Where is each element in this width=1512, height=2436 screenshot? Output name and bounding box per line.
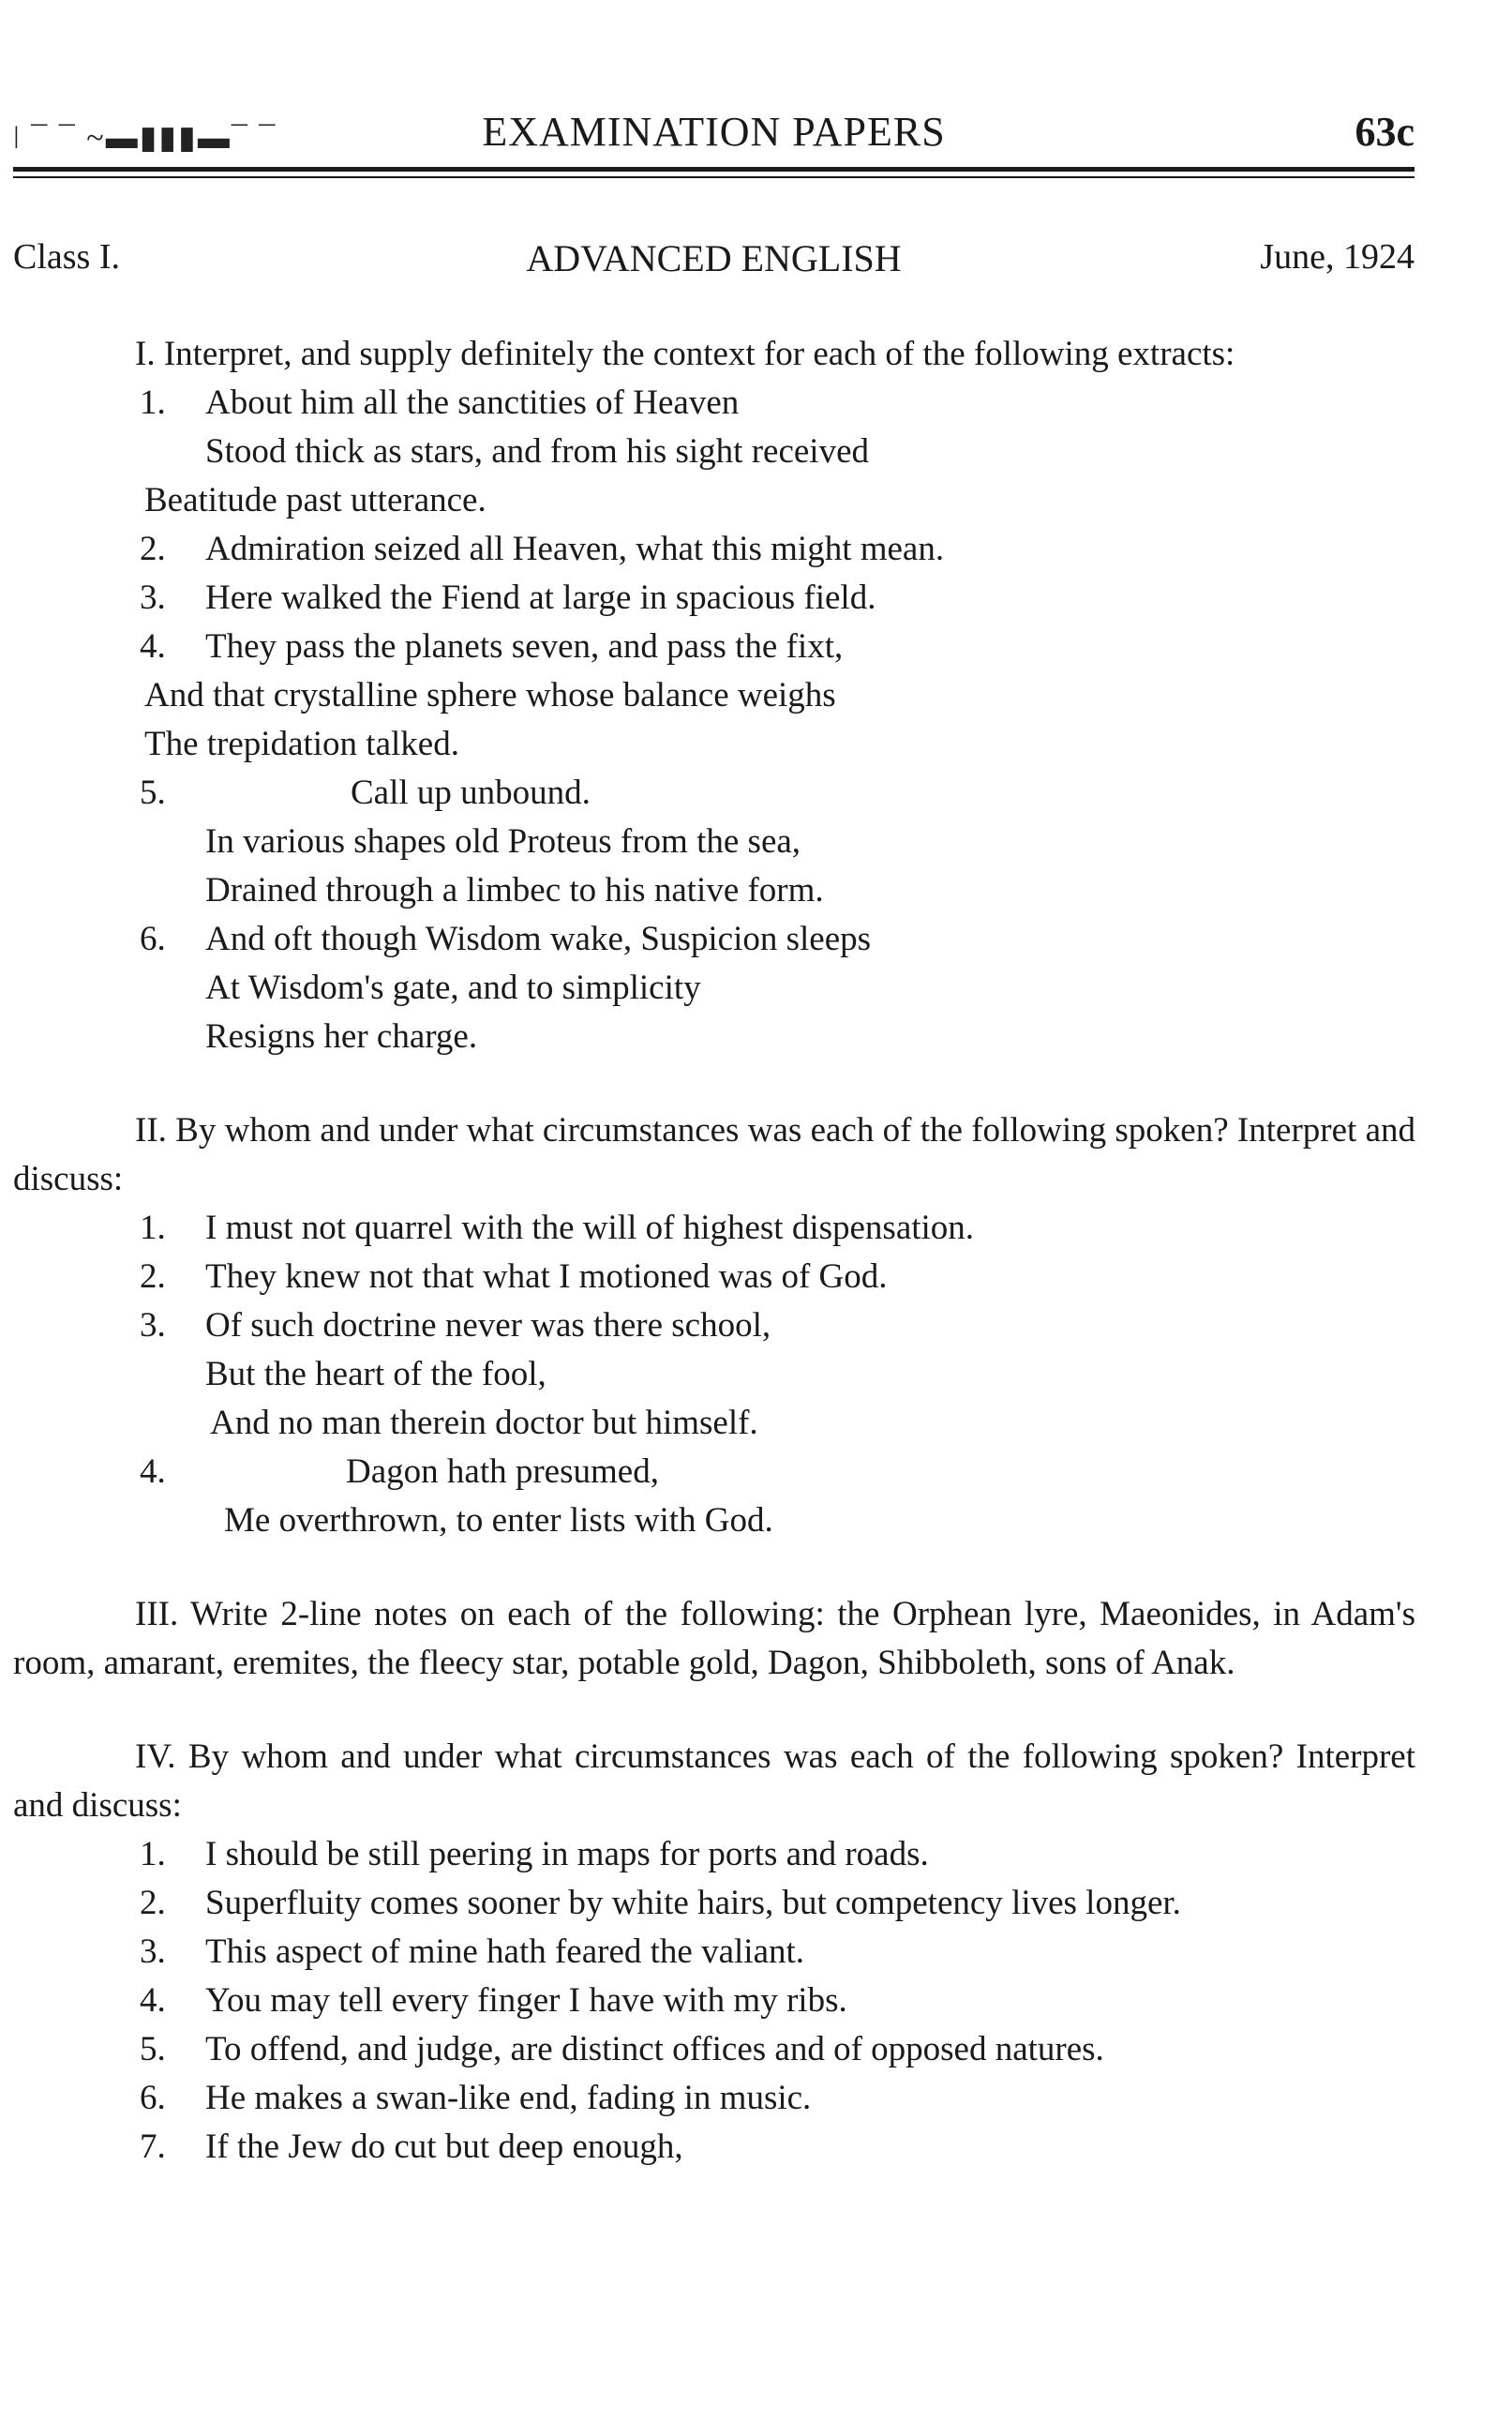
item-line: Here walked the Fiend at large in spacious field. [205, 579, 876, 617]
item-number: 1. [140, 1209, 166, 1247]
item-line: In various shapes old Proteus from the sea, [205, 822, 801, 861]
printer-mark: ǀ ¯ ¯ ~▬▮▮▮▬¯ ¯ [13, 121, 277, 156]
item-line: To offend, and judge, are distinct offices and of opposed natures. [205, 2030, 1104, 2068]
item-line: Admiration seized all Heaven, what this might mean. [205, 530, 945, 568]
section-1-heading: I. Interpret, and supply definitely the context for each of the following extracts: [135, 335, 1235, 373]
item-line: Drained through a limbec to his native form. [205, 871, 824, 910]
question-item [13, 1879, 1415, 1928]
question-item [13, 623, 1415, 671]
item-line: If the Jew do cut but deep enough, [205, 2128, 683, 2166]
question-item [13, 1448, 1415, 1545]
item-number: 5. [140, 2030, 166, 2068]
running-head [13, 98, 1415, 173]
item-number: 2. [140, 1257, 166, 1296]
item-line: Dagon hath presumed, [346, 1452, 659, 1491]
question-item [13, 1253, 1415, 1301]
question-item [13, 2123, 1415, 2172]
item-line: About him all the sanctities of Heaven [205, 383, 740, 422]
item-line: Stood thick as stars, and from his sight received [205, 432, 870, 471]
item-number: 4. [140, 627, 166, 666]
section-2-heading: II. By whom and under what circumstances was each of the following spoken? Interpret and discuss: [13, 1111, 1415, 1198]
item-number: 6. [140, 2079, 166, 2117]
item-line: He makes a swan-like end, fading in music. [205, 2079, 812, 2117]
question-item [13, 915, 1415, 1061]
exam-content [13, 330, 1415, 2217]
question-item [13, 1928, 1415, 1977]
item-line: You may tell every finger I have with my ribs. [205, 1981, 847, 2020]
section-4 [13, 1733, 1415, 2172]
class-label: Class I. [13, 237, 120, 277]
question-item [13, 525, 1415, 574]
item-line: Superfluity comes sooner by white hairs, but competency lives longer. [205, 1884, 1181, 1922]
item-line: But the heart of the fool, [205, 1355, 546, 1393]
question-item [13, 1830, 1415, 1879]
item-number: 3. [140, 1306, 166, 1345]
item-line: At Wisdom's gate, and to simplicity [205, 969, 701, 1007]
item-number: 3. [140, 1932, 166, 1971]
question-item [13, 2074, 1415, 2123]
item-line: I must not quarrel with the will of highest dispensation. [205, 1209, 975, 1247]
item-number: 2. [140, 530, 166, 568]
question-item [13, 379, 1415, 476]
section-2 [13, 1106, 1415, 1545]
item-line: And no man therein doctor but himself. [210, 1404, 758, 1442]
question-item [13, 2025, 1415, 2074]
exam-date: June, 1924 [1260, 237, 1415, 277]
question-item [13, 1204, 1415, 1253]
section-3 [13, 1590, 1415, 1688]
item-number: 4. [140, 1981, 166, 2020]
item-number: 5. [140, 774, 166, 812]
item-number: 2. [140, 1884, 166, 1922]
item-line: The trepidation talked. [144, 725, 459, 763]
item-number: 1. [140, 1835, 166, 1873]
item-line: They pass the planets seven, and pass the fixt, [205, 627, 844, 666]
item-number: 6. [140, 920, 166, 958]
item-line: Me overthrown, to enter lists with God. [224, 1501, 773, 1540]
question-item [13, 769, 1415, 915]
item-line: Resigns her charge. [205, 1017, 478, 1056]
item-line: Call up unbound. [351, 774, 591, 812]
header-rule-thin [13, 176, 1415, 178]
item-line: I should be still peering in maps for ports and roads. [205, 1835, 929, 1873]
question-item [13, 574, 1415, 623]
item-line: They knew not that what I motioned was of God. [205, 1257, 888, 1296]
item-line: This aspect of mine hath feared the valiant. [205, 1932, 805, 1971]
question-item [13, 1301, 1415, 1448]
header-rule-thick [13, 167, 1415, 172]
section-1 [13, 330, 1415, 1061]
item-number: 7. [140, 2128, 166, 2166]
section-4-heading: IV. By whom and under what circumstances was each of the following spoken? Interpret and discuss: [13, 1737, 1415, 1825]
running-head-title: EXAMINATION PAPERS [482, 109, 946, 155]
item-number: 1. [140, 383, 166, 422]
item-line: Of such doctrine never was there school, [205, 1306, 771, 1345]
item-number: 3. [140, 579, 166, 617]
class-line [13, 236, 1415, 293]
section-3-notes: III. Write 2-line notes on each of the following: the Orphean lyre, Maeonides, in Adam's room, amarant, eremites, the fleecy star, potable gold, Dagon, Shibboleth, sons of Anak. [13, 1595, 1415, 1682]
item-line: Beatitude past utterance. [144, 481, 487, 519]
item-line: And that crystalline sphere whose balance weighs [144, 676, 836, 714]
item-line: And oft though Wisdom wake, Suspicion sleeps [205, 920, 872, 958]
item-number: 4. [140, 1452, 166, 1491]
subject-title: ADVANCED ENGLISH [526, 237, 902, 279]
page-number: 63c [1355, 109, 1415, 155]
question-item [13, 1977, 1415, 2025]
